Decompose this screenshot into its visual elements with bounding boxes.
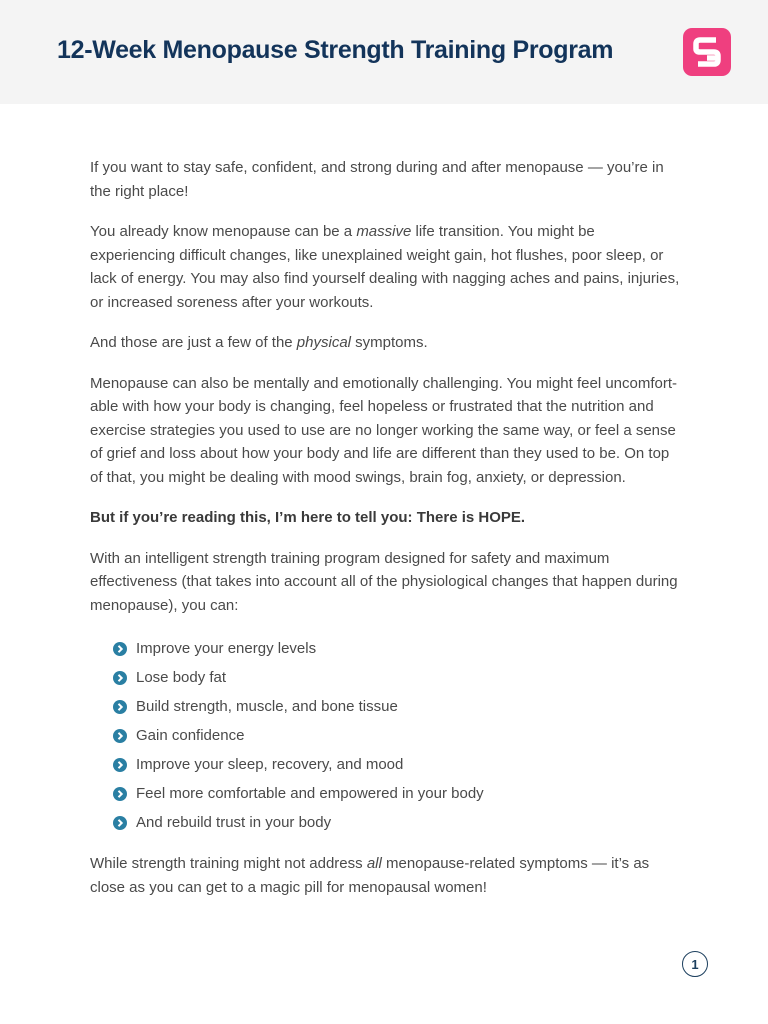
chevron-right-circle-icon (113, 758, 127, 772)
chevron-right-circle-icon (113, 642, 127, 656)
closing-paragraph: While strength training might not address all menopause-related symptoms — it’s as close as you can get to a magic pill for menopausal women! (90, 855, 650, 896)
emphasis-massive: massive (356, 223, 412, 240)
physical-symptoms-paragraph: And those are just a few of the physical symptoms. (90, 334, 428, 351)
list-item: Improve your sleep, recovery, and mood (90, 750, 680, 779)
intro-paragraph: If you want to stay safe, confident, and strong during and after menopause — you’re in the right place! (90, 159, 664, 200)
transition-paragraph: You already know menopause can be a massive life transition. You might be experiencing difficult changes, like unexplained weight gain, hot flushes, poor sleep, or lack of energy. You may also find yourself dealing with nagging aches and pains, injuries, or increased soreness after your workouts. (90, 223, 680, 311)
emotional-paragraph: Menopause can also be mentally and emotionally challenging. You might feel uncomfort-able with how your body is changing, feel hopeless or frustrated that the nutrition and exercise strategies you used to use are no longer working the same way, or feel a sense of grief and loss about how your body and life are different than they used to be. On top of that, you might be dealing with mood swings, brain fog, anxiety, or depression. (90, 374, 678, 486)
page-number: 1 (682, 951, 708, 977)
chevron-right-circle-icon (113, 787, 127, 801)
list-item: Feel more comfortable and empowered in your body (90, 779, 680, 808)
chevron-right-circle-icon (113, 729, 127, 743)
hope-statement: But if you’re reading this, I’m here to tell you: There is HOPE. (90, 509, 526, 526)
brand-logo-icon (683, 28, 731, 76)
emphasis-physical: physical (296, 334, 351, 351)
program-paragraph: With an intelligent strength training program designed for safety and maximum effectiveness (that takes into account all of the physiological changes that happen during menopause), you can: (90, 549, 678, 614)
body-content (90, 156, 680, 916)
page-title: 12-Week Menopause Strength Training Program (57, 36, 614, 64)
chevron-right-circle-icon (113, 671, 127, 685)
chevron-right-circle-icon (113, 700, 127, 714)
list-item: Improve your energy levels (90, 634, 680, 663)
chevron-right-circle-icon (113, 816, 127, 830)
list-item: Lose body fat (90, 663, 680, 692)
list-item: Gain confidence (90, 721, 680, 750)
benefits-list (90, 634, 680, 837)
list-item: Build strength, muscle, and bone tissue (90, 692, 680, 721)
list-item: And rebuild trust in your body (90, 808, 680, 837)
page-header (0, 0, 768, 104)
emphasis-all: all (366, 855, 382, 872)
